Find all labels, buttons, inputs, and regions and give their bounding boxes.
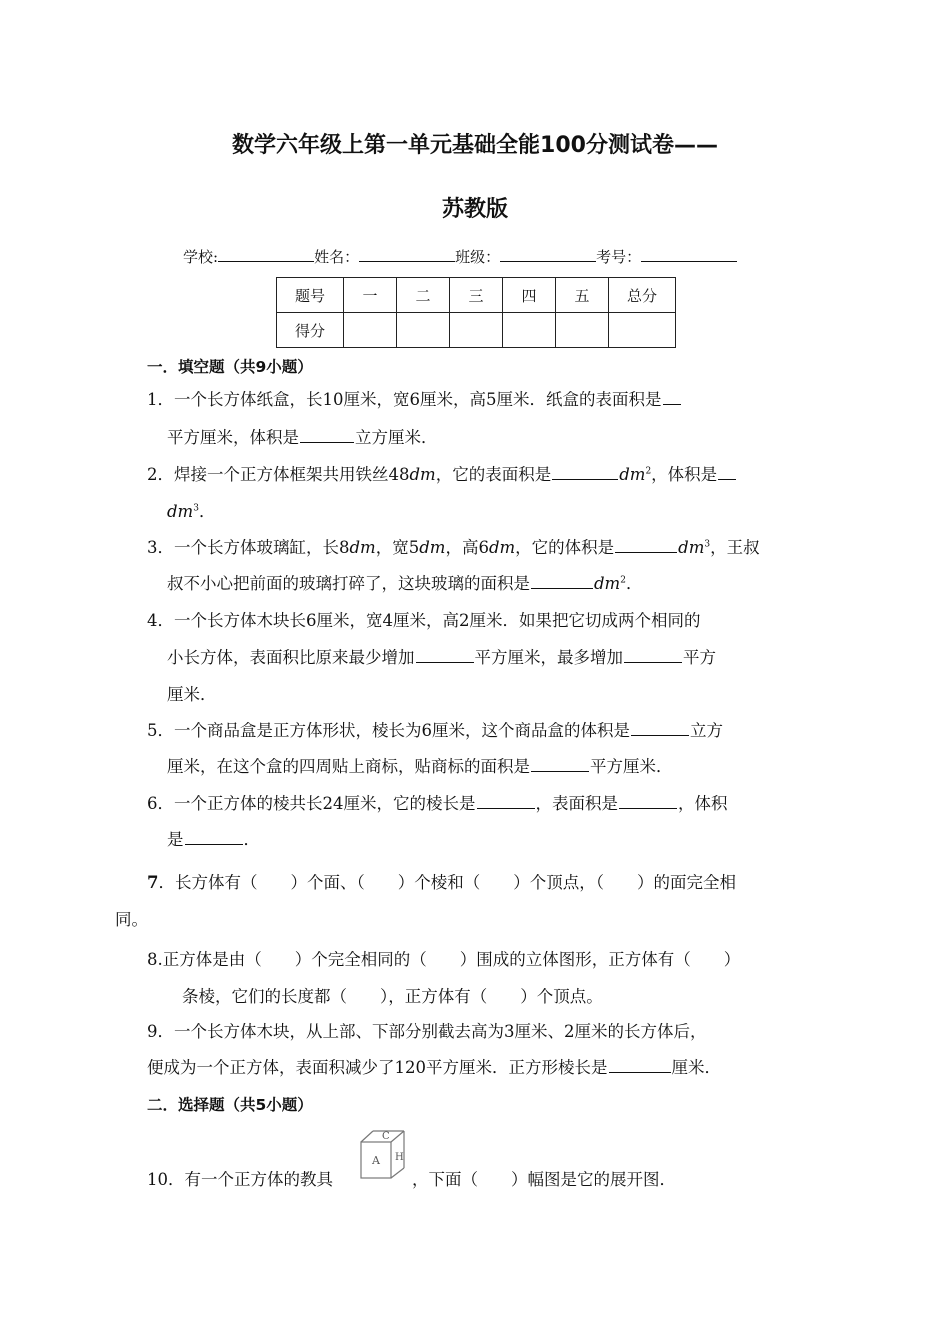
q6-text: ，表面积是 [535, 794, 618, 813]
q8-number: 8 [147, 950, 158, 969]
q7-text: 同。 [115, 910, 148, 929]
cube-label-top: C [382, 1131, 390, 1142]
question-5-line-2 [167, 757, 673, 777]
question-9-line-1 [147, 1022, 707, 1042]
q4-text: 厘米． [167, 685, 217, 704]
question-3-line-2 [167, 574, 642, 594]
score-cell[interactable] [450, 313, 503, 348]
q8-text: .正方体是由（ ）个完全相同的（ ）围成的立体图形，正方体有（ ） [157, 950, 741, 969]
q9-text: 厘米． [671, 1058, 721, 1077]
exam-no-blank[interactable] [641, 247, 737, 262]
unit-dm: dm [594, 574, 621, 593]
q5-text: 厘米，在这个盒的四周贴上商标，贴商标的面积是 [167, 757, 530, 776]
student-info-line [183, 246, 737, 267]
class-label: 班级： [455, 248, 501, 266]
answer-blank[interactable] [416, 648, 474, 663]
q5-text: 5．一个商品盒是正方体形状，棱长为6厘米，这个商品盒的体积是 [147, 721, 630, 740]
cube-edge [391, 1131, 404, 1142]
unit-dm: dm [619, 465, 646, 484]
question-7-line-1 [147, 873, 736, 893]
exponent: 3 [704, 539, 711, 550]
cube-figure-icon [358, 1128, 408, 1182]
name-blank[interactable] [359, 247, 455, 262]
answer-blank[interactable] [631, 721, 689, 736]
question-6-line-2 [167, 830, 260, 850]
exponent: 2 [645, 466, 652, 477]
score-cell[interactable] [397, 313, 450, 348]
q4-text: 平方 [683, 648, 716, 667]
question-4-line-1 [147, 611, 701, 631]
score-header-cell: 二 [397, 278, 450, 313]
score-cell[interactable] [344, 313, 397, 348]
answer-blank[interactable] [300, 428, 354, 443]
question-8-line-1 [147, 950, 740, 970]
q1-text: 1．一个长方体纸盒，长10厘米，宽6厘米，高5厘米．纸盒的表面积是 [147, 390, 662, 409]
q5-text: 平方厘米． [590, 757, 673, 776]
answer-blank[interactable] [718, 465, 736, 480]
question-7-line-2 [115, 910, 148, 930]
score-table-score-row [277, 313, 676, 348]
answer-blank[interactable] [531, 757, 589, 772]
score-cell[interactable] [609, 313, 676, 348]
score-header-cell: 四 [503, 278, 556, 313]
question-2-line-2 [167, 502, 215, 522]
score-header-cell: 题号 [277, 278, 344, 313]
q6-text: 是 [167, 830, 184, 849]
question-9-line-2 [147, 1058, 721, 1078]
q2-text: ，体积是 [651, 465, 718, 484]
score-table [276, 277, 676, 348]
question-3-line-1 [147, 538, 760, 558]
q8-text: 条棱，它们的长度都（ ），正方体有（ ）个顶点。 [182, 987, 603, 1006]
question-8-line-2 [182, 987, 603, 1007]
question-4-line-2 [167, 648, 716, 668]
q3-text: ． [625, 574, 643, 593]
cube-edge [391, 1168, 404, 1178]
q3-text: 3．一个长方体玻璃缸，长8 [147, 538, 350, 557]
score-header-cell: 三 [450, 278, 503, 313]
cube-edge [361, 1131, 373, 1142]
name-label: 姓名： [314, 248, 360, 266]
unit-dm: dm [419, 538, 446, 557]
answer-blank[interactable] [185, 830, 243, 845]
answer-blank[interactable] [624, 648, 682, 663]
class-blank[interactable] [500, 247, 596, 262]
answer-blank[interactable] [477, 794, 535, 809]
question-6-line-1 [147, 794, 728, 814]
score-header-cell: 一 [344, 278, 397, 313]
q3-text: ，宽5 [375, 538, 420, 557]
question-1-line-2 [167, 428, 438, 448]
question-4-line-3 [167, 685, 217, 705]
exponent: 2 [620, 575, 626, 586]
section-2-title: 二．选择题（共5小题） [147, 1096, 313, 1114]
answer-blank[interactable] [531, 574, 593, 589]
unit-dm: dm [678, 538, 705, 557]
answer-blank[interactable] [619, 794, 677, 809]
answer-blank[interactable] [552, 465, 618, 480]
question-2-line-1 [147, 465, 737, 485]
unit-dm: dm [349, 538, 376, 557]
q4-text: 4．一个长方体木块长6厘米，宽4厘米，高2厘米．如果把它切成两个相同的 [147, 611, 701, 630]
q2-text: ，它的表面积是 [435, 465, 552, 484]
q3-text: ，它的体积是 [515, 538, 615, 557]
q1-text: 平方厘米，体积是 [167, 428, 299, 447]
score-table-header-row [277, 278, 676, 313]
q3-text: 叔不小心把前面的玻璃打碎了，这块玻璃的面积是 [167, 574, 530, 593]
question-10-text-a: 10．有一个正方体的教具 [147, 1170, 333, 1189]
question-5-line-1 [147, 721, 723, 741]
score-header-cell: 五 [556, 278, 609, 313]
answer-blank[interactable] [609, 1058, 671, 1073]
q6-text: ． [243, 830, 260, 849]
unit-dm: dm [409, 465, 436, 484]
school-label: 学校: [183, 248, 219, 266]
score-header-cell: 总分 [609, 278, 676, 313]
q6-text: ，体积 [678, 794, 728, 813]
score-cell[interactable] [503, 313, 556, 348]
exponent: 3 [193, 503, 199, 514]
q7-number: 7 [147, 873, 159, 892]
q7-text: ．长方体有（ ）个面、（ ）个棱和（ ）个顶点，（ ）的面完全相 [158, 873, 736, 892]
q5-text: 立方 [690, 721, 723, 740]
score-row-label: 得分 [277, 313, 344, 348]
school-blank[interactable] [218, 247, 314, 262]
q4-text: 小长方体，表面积比原来最少增加 [167, 648, 415, 667]
cube-label-side: H [395, 1152, 404, 1163]
answer-blank[interactable] [615, 538, 677, 553]
cube-label-front: A [372, 1154, 380, 1167]
q6-text: 6．一个正方体的棱共长24厘米，它的棱长是 [147, 794, 476, 813]
q4-text: 平方厘米，最多增加 [474, 648, 623, 667]
q2-text: ． [198, 502, 216, 521]
unit-dm: dm [167, 502, 194, 521]
section-1-title: 一．填空题（共9小题） [147, 358, 313, 376]
question-1-line-1 [147, 390, 682, 410]
q9-text: 9．一个长方体木块，从上部、下部分别截去高为3厘米、2厘米的长方体后， [147, 1022, 707, 1041]
unit-dm: dm [488, 538, 516, 557]
score-cell[interactable] [556, 313, 609, 348]
answer-blank[interactable] [663, 390, 681, 405]
q1-text: 立方厘米． [355, 428, 438, 447]
page-subtitle: 苏教版 [441, 197, 508, 222]
exam-no-label: 考号： [596, 248, 642, 266]
q2-text: 2．焊接一个正方体框架共用铁丝48 [147, 465, 410, 484]
q3-text: ，王叔 [710, 538, 760, 557]
q3-text: ，高6 [445, 538, 489, 557]
question-10-text-b: ，下面（ ）幅图是它的展开图． [412, 1170, 676, 1189]
page-title: 数学六年级上第一单元基础全能100分测试卷—— [232, 133, 718, 158]
q9-text: 便成为一个正方体，表面积减少了120平方厘米．正方形棱长是 [147, 1058, 608, 1077]
